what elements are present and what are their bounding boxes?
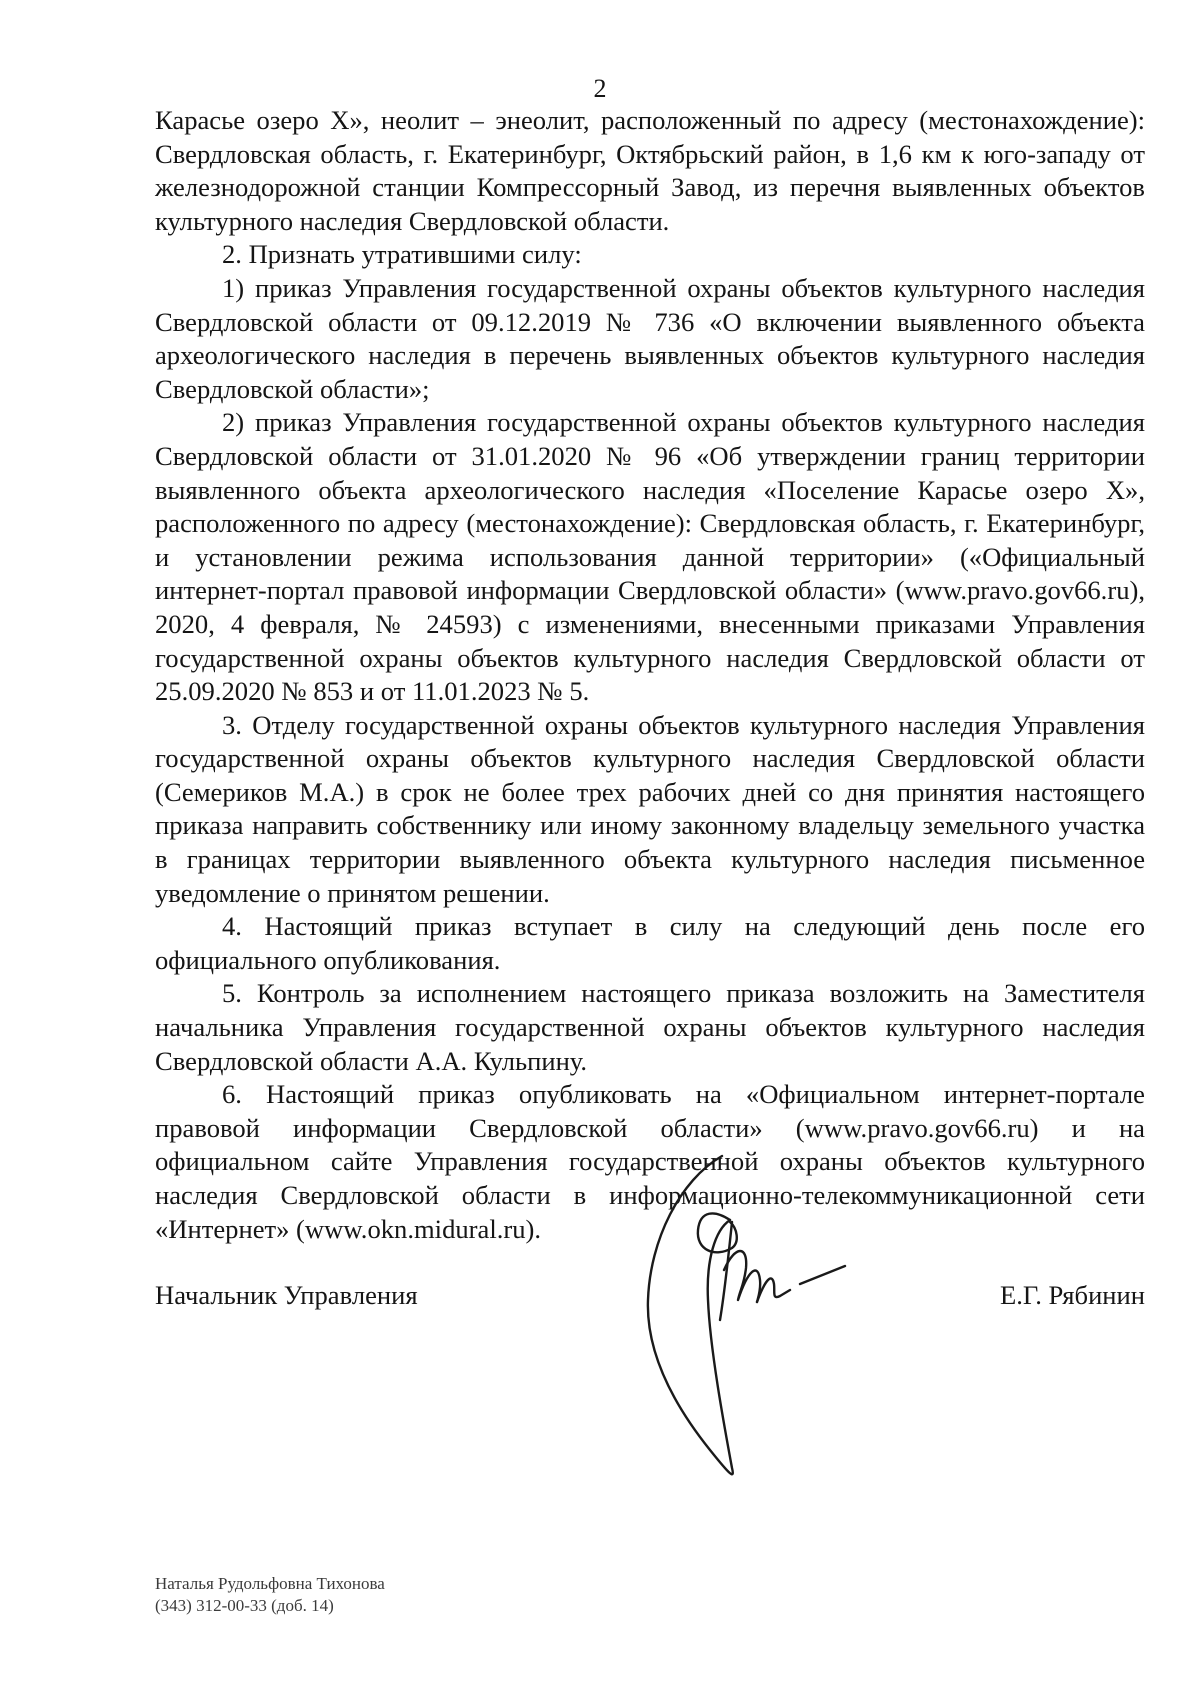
signatory-title: Начальник Управления [155,1280,418,1310]
handwritten-signature [640,1150,890,1500]
signatory-name: Е.Г. Рябинин [999,1280,1145,1310]
paragraph-item-6: 6. Настоящий приказ опубликовать на «Официальном интернет-портале правовой информации Свердловской области» (www.pravo.gov66.ru) и на официальном сайте Управления государственной охраны объектов культурного наследия Свердловской области в информационно-телекоммуникационной сети «Интернет» (www.okn.midural.ru). [155,1079,1145,1244]
page-number: 2 [593,74,607,103]
executor-phone: (343) 312-00-33 (доб. 14) [155,1596,334,1615]
paragraph-continuation: Карасье озеро X», неолит – энеолит, расположенный по адресу (местонахождение): Свердловская область, г. Екатеринбург, Октябрьский район, в 1,6 км к юго-западу от железнодорожной станции Компрессорный Завод, из перечня выявленных объектов культурного наследия Свердловской области. [155,105,1145,236]
paragraph-item-4: 4. Настоящий приказ вступает в силу на следующий день после его официального опубликования. [155,911,1145,975]
executor-name: Наталья Рудольфовна Тихонова [155,1574,385,1593]
executor-info [155,1573,385,1617]
paragraph-item-3: 3. Отделу государственной охраны объектов культурного наследия Управления государственной охраны объектов культурного наследия Свердловской области (Семериков М.А.) в срок не более трех рабочих дней со дня принятия настоящего приказа направить собственнику или иному законному владельцу земельного участка в границах территории выявленного объекта культурного наследия письменное уведомление о принятом решении. [155,709,1145,908]
paragraph-item-5: 5. Контроль за исполнением настоящего приказа возложить на Заместителя начальника Управления государственной охраны объектов культурного наследия Свердловской области А.А. Кульпину. [155,978,1145,1076]
paragraph-item-2-1: 1) приказ Управления государственной охраны объектов культурного наследия Свердловской области от 09.12.2019 № 736 «О включении выявленного объекта археологического наследия в перечень выявленных объектов культурного наследия Свердловской области»; [155,272,1145,404]
paragraph-item-2-2: 2) приказ Управления государственной охраны объектов культурного наследия Свердловской области от 31.01.2020 № 96 «Об утверждении границ территории выявленного объекта археологического наследия «Поселение Карасье озеро X», расположенного по адресу (местонахождение): Свердловская область, г. Екатеринбург, и установлении режима использования данной территории» («Официальный интернет-портал правовой информации Свердловской области» (www.pravo.gov66.ru), 2020, 4 февраля, № 24593) с изменениями, внесенными приказами Управления государственной охраны объектов культурного наследия Свердловской области от 25.09.2020 № 853 и от 11.01.2023 № 5. [155,407,1145,707]
document-body [155,104,1145,1246]
paragraph-item-2: 2. Признать утратившими силу: [222,239,582,270]
